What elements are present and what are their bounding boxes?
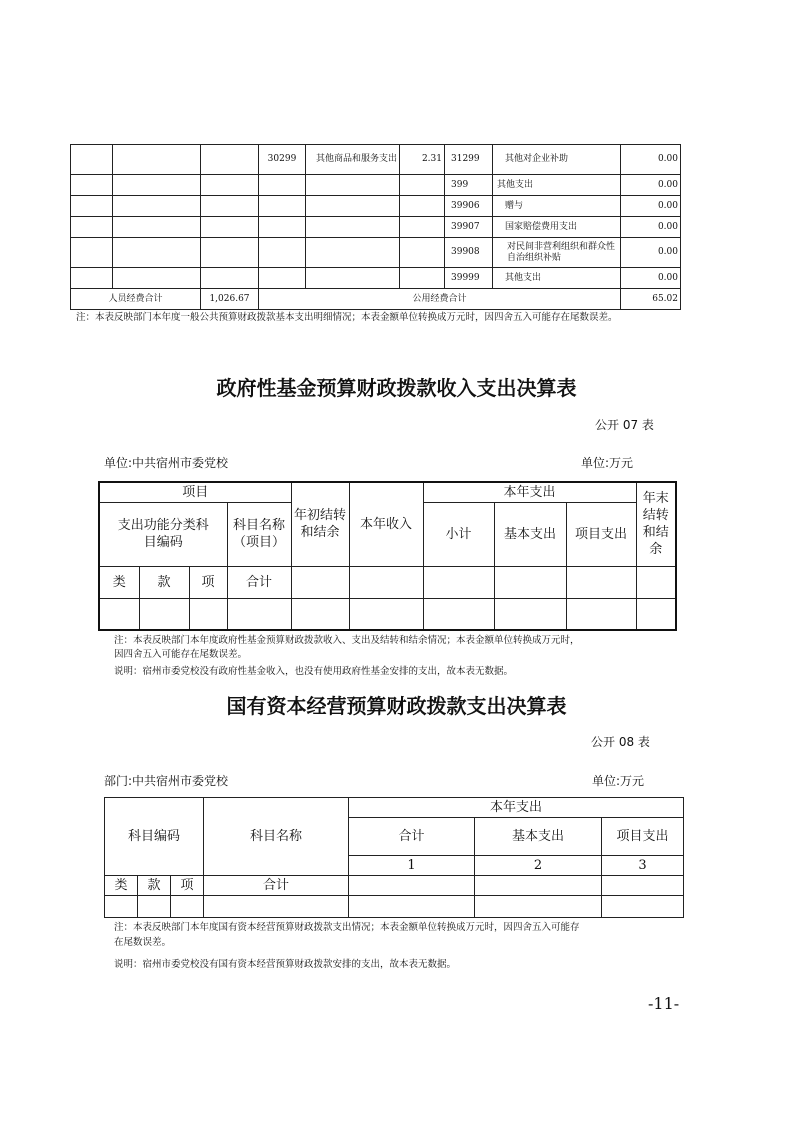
table-row: 30299 其他商品和服务支出 2.31 31299 其他对企业补助 0.00 [71,145,681,175]
table-row: 39906 赠与 0.00 [71,196,681,217]
total-row [71,289,681,310]
section07-unit-money: 单位:万元 [581,456,634,470]
table1-note: 注：本表反映部门本年度一般公共预算财政拨款基本支出明细情况；本表金额单位转换成万元时，因四舍五入可能存在尾数误差。 [76,312,618,323]
section07-explain: 说明：宿州市委党校没有政府性基金收入，也没有使用政府性基金安排的支出，故本表无数据。 [114,666,514,677]
page-number: -11- [648,994,680,1013]
table-row: 39908 对民间非营利组织和群众性自治组织补贴 0.00 [71,238,681,268]
section07-note-1: 注：本表反映部门本年度政府性基金预算财政拨款收入、支出及结转和结余情况；本表金额单位转换成万元时， [114,635,580,646]
section08-explain: 说明：宿州市委党校没有国有资本经营预算财政拨款安排的支出，故本表无数据。 [114,959,457,970]
section07-table-no: 公开 07 表 [595,418,654,432]
personnel-total-label: 人员经费合计 [71,289,201,310]
table-row [105,896,684,918]
section08-unit-money: 单位:万元 [592,774,645,788]
gov-fund-table: 项目 年初结转和结余 本年收入 本年支出 年末结转和结余 支出功能分类科目编码 科目名称（项目） 小计 基本支出 项目支出 类 款 项 合计 [98,481,677,631]
state-capital-table: 科目编码 科目名称 本年支出 合计 基本支出 项目支出 1 2 3 类 款 项 合计 [104,797,684,918]
public-total-label: 公用经费合计 [259,289,621,310]
table-row: 39907 国家赔偿费用支出 0.00 [71,217,681,238]
personnel-total-value: 1,026.67 [201,289,259,310]
section08-table-no: 公开 08 表 [591,735,650,749]
section07-title: 政府性基金预算财政拨款收入支出决算表 [216,376,577,400]
table-row [99,598,676,630]
section08-note-2: 在尾数误差。 [114,937,172,948]
section07-note-2: 因四舍五入可能存在尾数误差。 [114,649,248,660]
section08-title: 国有资本经营预算财政拨款支出决算表 [226,694,567,718]
table-row: 39999 其他支出 0.00 [71,268,681,289]
basic-expense-detail-table [70,144,681,310]
section07-unit-org: 单位:中共宿州市委党校 [104,456,229,470]
section08-unit-org: 部门:中共宿州市委党校 [104,774,229,788]
table-row: 399 其他支出 0.00 [71,175,681,196]
public-total-value: 65.02 [621,289,681,310]
section08-note-1: 注：本表反映部门本年度国有资本经营预算财政拨款支出情况；本表金额单位转换成万元时，因四舍五入可能存 [114,922,580,933]
